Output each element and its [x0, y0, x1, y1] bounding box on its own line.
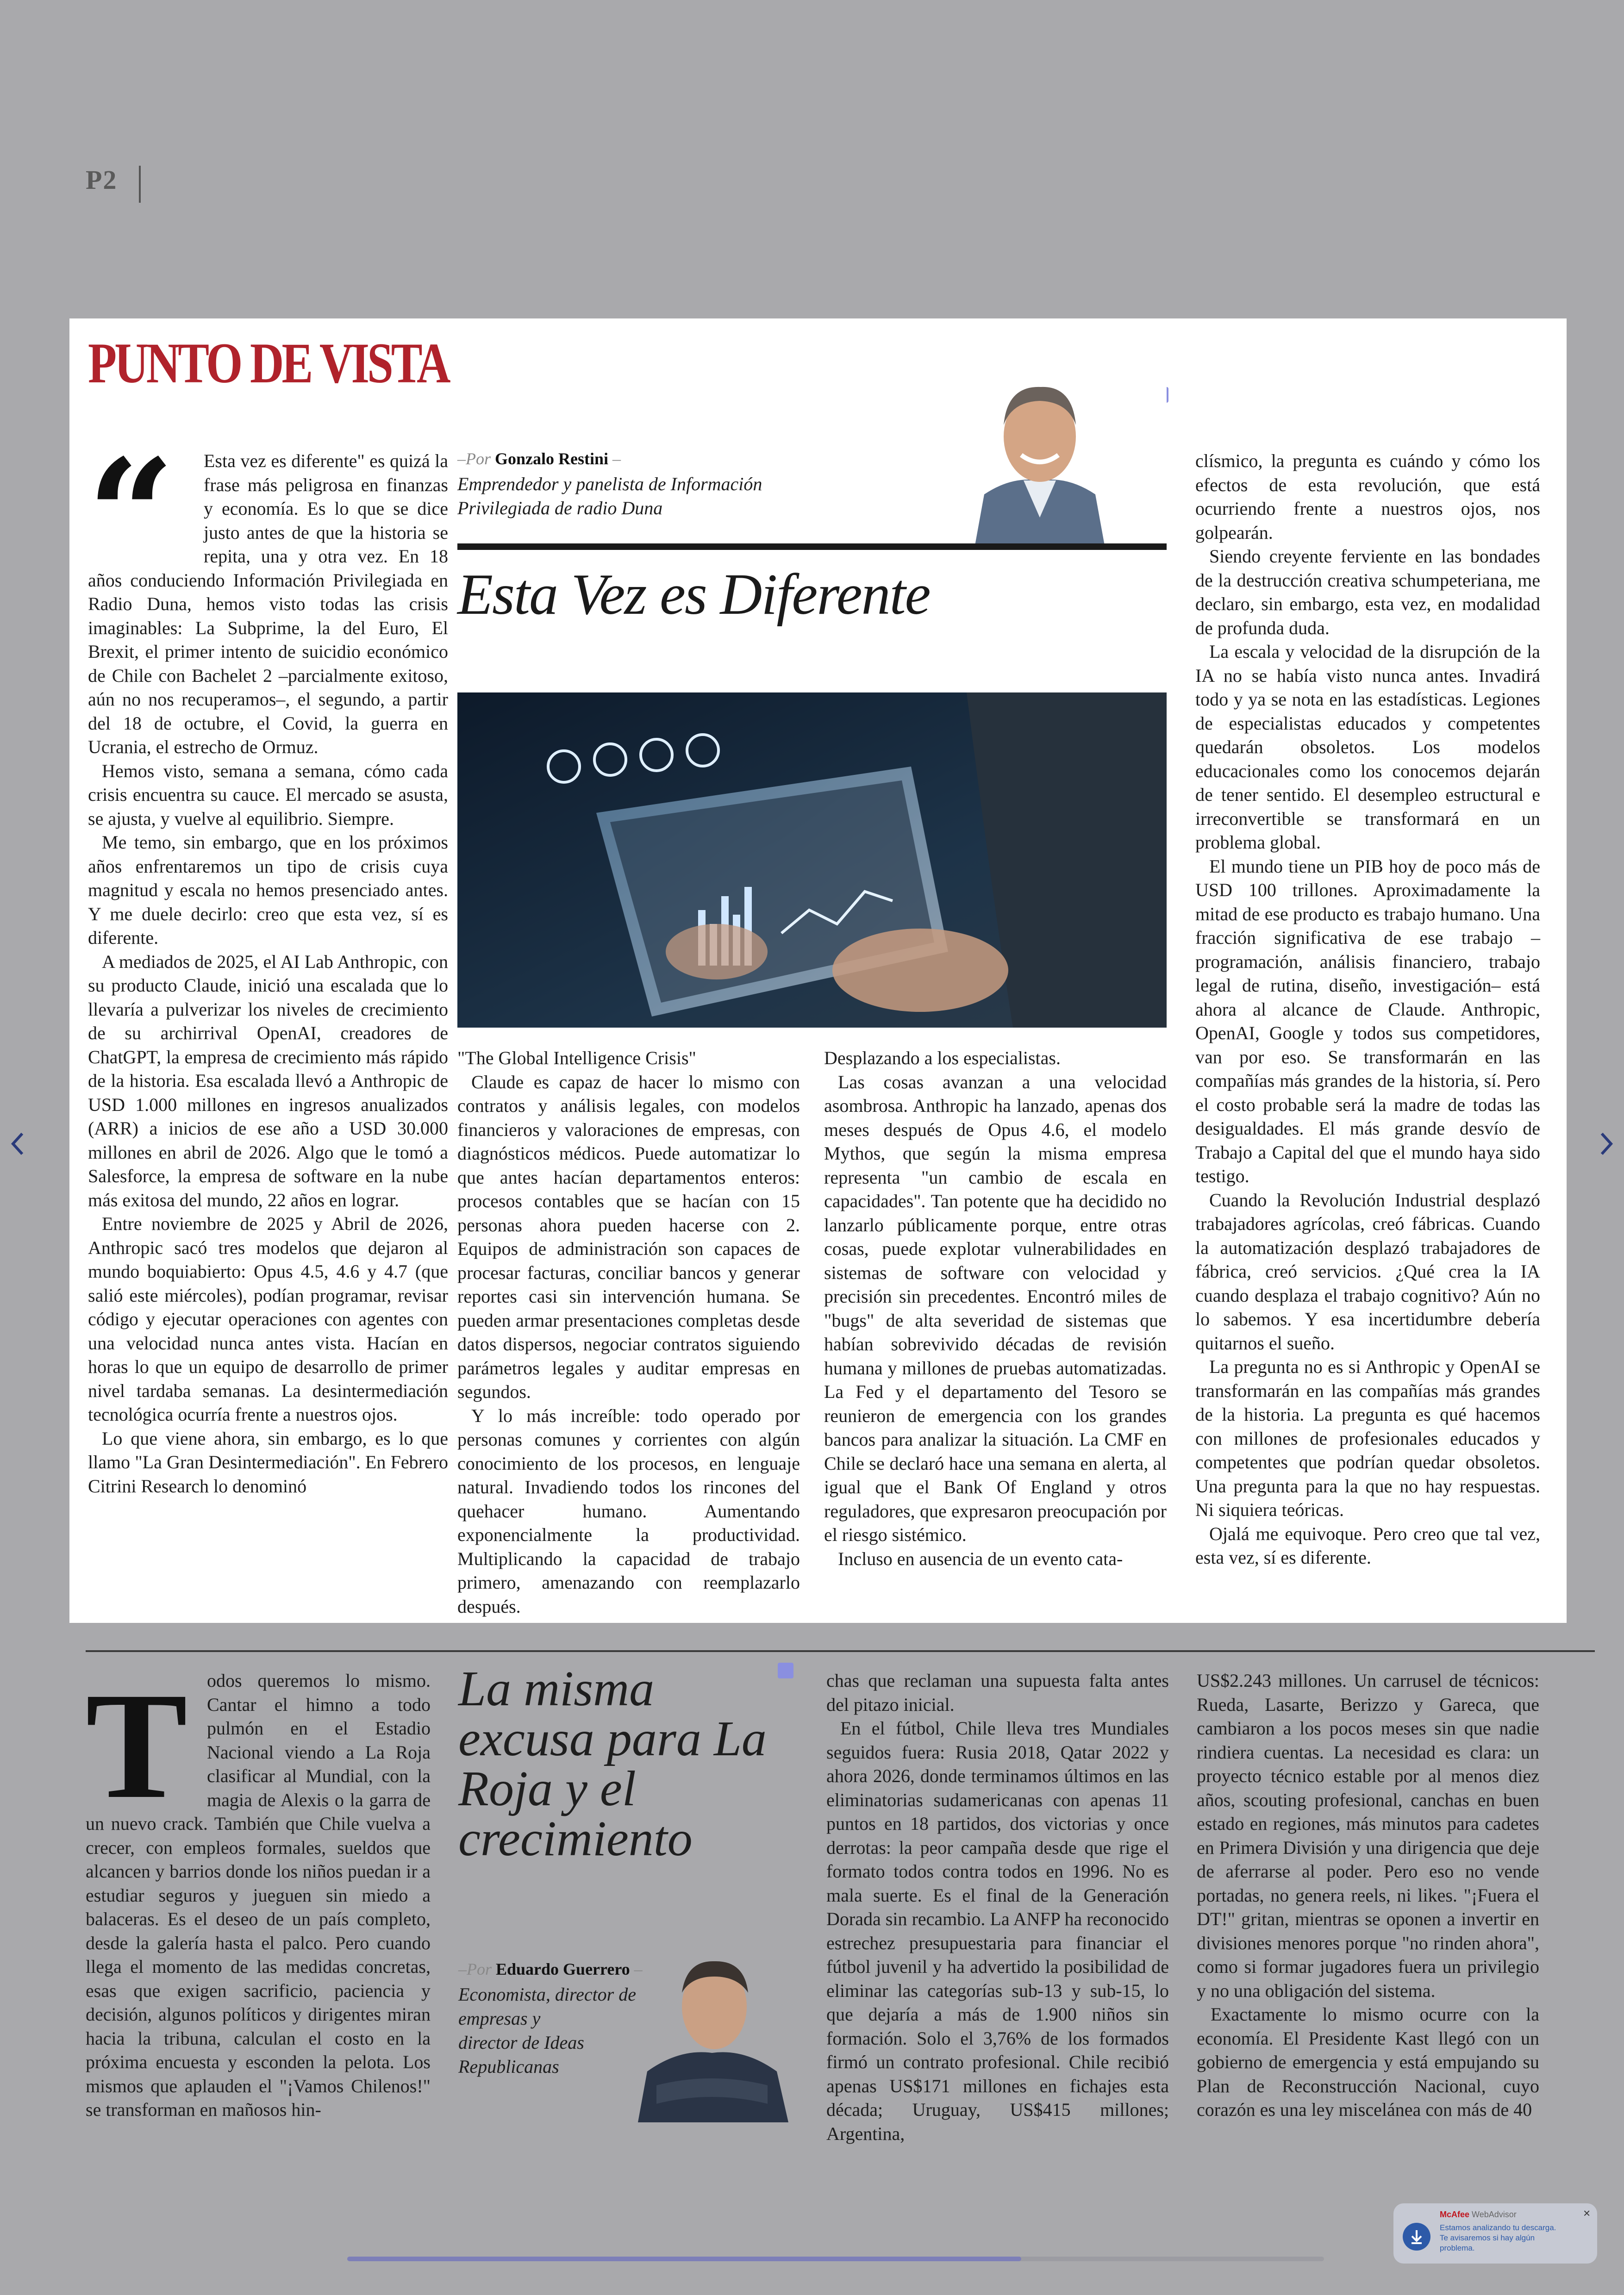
download-icon [1403, 2223, 1430, 2251]
headline-rule [457, 543, 1167, 550]
prev-page-button[interactable] [8, 1129, 27, 1165]
next-page-button[interactable] [1597, 1129, 1616, 1165]
article-column-2: "The Global Intelligence Crisis" Claude es capaz de hacer lo mismo con contratos y análisis legales, con modelos financieros y valoraciones de empresas, con diagnósticos médicos. Puede automatizar lo que antes hacían departamentos enteros: procesos contables que se hacían con 15 personas ahora pueden hacerse con 2. Equipos de administración son capaces de procesar facturas, conciliar bancos y generar reportes casi sin intervención humana. Se pueden armar presentaciones completas desde datos dispersos, negociar contratos siguiendo parámetros legales y auditar empresas en segundos. Y lo más increíble: todo operado por personas comunes y corrientes con algún conocimiento de los procesos, en lenguaje natural. Invadiendo todos los rincones del quehacer humano. Aumentando exponencialmente la productividad. Multiplicando la capacidad de trabajo primero, amenazando con reemplazarlo después. [457, 1048, 800, 1617]
article2-column-1: odos queremos lo mismo. Cantar el himno a todo pulmón en el Estadio Nacional viendo a La Roja clasificar al Mundial, con la magia de Alexis o la garra de un nuevo crack. También que Chile vuelva a crecer, con empleos formales, sueldos que alcancen y barrios donde los niños puedan ir a estudiar seguros y jueguen sin miedo a balaceras. Es el deseo de un país completo, desde la galería hasta el palco. Pero cuando llega el momento de las medidas concretas, esas que exigen sacrificio, paciencia y decisión, algunos políticos y dirigentes miran hacia la tribuna, calculan el costo en la próxima encuesta y esconden la pelota. Los mismos que aplauden el "¡Vamos Chilenos!" se transforman en mañosos hin- [86, 1670, 431, 2120]
article-column-1: Esta vez es diferente" es quizá la frase más peligrosa en finanzas y economía. Es lo que se dice justo antes de que la historia se repita, una y otra vez. En 18 años conduciendo Información Privilegiada en Radio Duna, hemos visto todas las crisis imaginables: La Subprime, la del Euro, El Brexit, el primer intento de suicidio económico de Chile con Bachelet 2 –parcialmente exitoso, aún no nos recuperamos–, el segundo, a partir del 18 de octubre, el Covid, la guerra en Ucrania, el estrecho de Ormuz. Hemos visto, semana a semana, cómo cada crisis encuentra su cauce. El mercado se asusta, se ajusta, y vuelve al equilibrio. Siempre. Me temo, sin embargo, que en los próximos años enfrentaremos un tipo de crisis cuya magnitud y escala no hemos presenciado antes. Y me duele decirlo: creo que esta vez, sí es diferente. A mediados de 2025, el AI Lab Anthropic, con su producto Claude, inició una escalada que lo llevaría a pulverizar los niveles de crecimiento de su archirrival OpenAI, creadores de ChatGPT, la empresa de crecimiento más rápido de la historia. Esa escalada llevó a Anthropic de USD 1.000 millones en ingresos anualizados (ARR) a inicios de ese año a USD 30.000 millones en abril de 2026. Algo que le tomó a Salesforce, la empresa de software en la nube más exitosa del mundo, 22 años en lograr. Entre noviembre de 2025 y Abril de 2026, Anthropic sacó tres modelos que dejaron al mundo boquiabierto: Opus 4.5, 4.6 y 4.7 (que salió este miércoles), podían programar, revisar código y ejecutar operaciones con agentes con una velocidad nunca antes vista. Hacían en horas lo que un equipo de desarrollo de primer nivel tardaba semanas. La desintermediación tecnológica ocurría frente a nuestros ojos. Lo que viene ahora, sin embargo, es lo que llamo "La Gran Desintermediación". En Febrero Citrini Research lo denominó [88, 450, 448, 1497]
article2-byline: –Por Eduardo Guerrero – [458, 1960, 643, 1978]
article-column-3: Desplazando a los especialistas. Las cosas avanzan a una velocidad asombrosa. Anthropic ha lanzado, apenas dos meses después de Opus 4.6, el modelo Mythos, que según la misma empresa representa "un cambio de escala en capacidades". Tan potente que ha decidido no lanzarlo públicamente porque, entre otras cosas, puede explotar vulnerabilidades en sistemas de software con velocidad y precisión sin precedentes. Encontró miles de "bugs" de alta severidad de sistemas que habían sobrevivido décadas de revisión humana y millones de pruebas automatizadas. La Fed y el departamento del Tesoro se reunieron de emergencia con los grandes bancos para analizar la situación. La CMF en Chile se declaró hace una semana en alerta, al igual que el Bank Of England y otros reguladores, que expresaron preocupación por el riesgo sistémico. Incluso en ausencia de un evento cata- [824, 1048, 1167, 1569]
byline: –Por Gonzalo Restini – [457, 449, 621, 468]
article2-author-name: Eduardo Guerrero [496, 1960, 630, 1978]
article-headline: Esta Vez es Diferente [457, 562, 930, 627]
reading-progress-fill [347, 2257, 1021, 2261]
drop-cap: T [86, 1661, 188, 1830]
article-photo [457, 692, 1167, 1028]
toast-brand: McAfee WebAdvisor [1440, 2210, 1517, 2219]
author-name: Gonzalo Restini [495, 449, 609, 468]
article2-column-3: chas que reclaman una supuesta falta antes del pitazo inicial. En el fútbol, Chile lleva tres Mundiales seguidos fuera: Rusia 2018, Qatar 2022 y ahora 2026, donde terminamos últimos en las eliminatorias sudamericanas con apenas 11 puntos en 18 partidos, dos victorias y once derrotas: la peor campaña desde que rige el formato todos contra todos en 1996. No es mala suerte. Es el final de la Generación Dorada sin recambio. La ANFP ha reconocido estrechez presupuestaria para financiar el fútbol juvenil y ha advertido la posibilidad de eliminar las categorías sub-13 y sub-15, lo que dejaría a más de 1.900 niños sin formación. Solo el 3,76% de los formados firmó un contrato profesional. Chile recibió apenas US$171 millones en fichajes esta década; Uruguay, US$415 millones; Argentina, [826, 1670, 1169, 2144]
article-sheet [69, 318, 1567, 1623]
section-title: PUNTO DE VISTA [88, 331, 449, 395]
article-column-4: clísmico, la pregunta es cuándo y cómo los efectos de esta revolución, que está ocurriendo frente a nuestros ojos, nos golpearán. Siendo creyente ferviente en las bondades de la destrucción creativa schumpeteriana, me declaro, sin embargo, esta vez, en modalidad de profunda duda. La escala y velocidad de la disrupción de la IA no se había visto nunca antes. Invadirá todo y ya se nota en las estadísticas. Legiones de especialistas educados y competentes quedarán obsoletos. Los modelos educacionales como los conocemos dejarán de tener sentido. El desempleo estructural e irreconvertible se transformará en un problema global. El mundo tiene un PIB hoy de poco más de USD 100 trillones. Aproximadamente la mitad de ese producto es trabajo humano. Una fracción significativa de ese trabajo –programación, análisis financiero, trabajo legal de rutina, diseño, investigación– está ahora al alcance de Claude. Anthropic, OpenAI, Google y todos sus competidores, van por eso. Se transformarán en las compañías más grandes de la historia, sí. Pero el costo probable será la madre de todas las desigualdades. El más grande desvío de Trabajo a Capital del que el mundo haya sido testigo. Cuando la Revolución Industrial desplazó trabajadores agrícolas, creó fábricas. Cuando la automatización desplazó trabajadores de fábrica, creó servicios. ¿Qué crea la IA cuando desplaza el trabajo cognitivo? Aún no lo sabemos. Y esa incertidumbre debería quitarnos el sueño. La pregunta no es si Anthropic y OpenAI se transformarán en las compañías más grandes de la historia. La pregunta es qué hacemos con millones de profesionales educados y competentes que podrían quedar obsoletos. Una pregunta para la que no hay respuestas. Ni siquiera teóricas. Ojalá me equivoque. Pero creo que tal vez, esta vez, sí es diferente. [1195, 450, 1540, 1568]
author-photo [906, 342, 1167, 545]
section-divider [86, 1650, 1595, 1652]
download-scan-toast [1393, 2203, 1597, 2264]
page-number: P2 [86, 165, 118, 195]
pull-quote-mark: “ [87, 425, 175, 605]
annotation-tag-icon-2[interactable] [778, 1663, 793, 1678]
article2-column-4: US$2.243 millones. Un carrusel de técnicos: Rueda, Lasarte, Berizzo y Gareca, que cambiaron a los pocos meses sin que nadie rindiera cuentas. La necesidad es clara: un proyecto técnico estable por al menos diez años, scouting profesional, canchas en buen estado en regiones, más minutos para cadetes en Primera División y una dirigencia que deje de aferrarse al poder. Pero eso no vende portadas, no genera reels, ni likes. "¡Fuera el DT!" gritan, mientras se oponen a invertir en divisiones menores porque "no rinden ahora", como si formar jugadores fuera un privilegio y no una obligación del sistema. Exactamente lo mismo ocurre con la economía. El Presidente Kast llegó con un gobierno de emergencia y está empujando su Plan de Reconstrucción Nacional, cuyo corazón es una ley miscelánea con más de 40 [1197, 1670, 1539, 2120]
page-number-divider [139, 166, 141, 203]
article2-author-description: Economista, director de empresas y director de Ideas Republicanas [458, 1984, 637, 2077]
article2-headline: La misma excusa para La Roja y el crecimiento [458, 1661, 767, 1866]
toast-close-button[interactable]: × [1583, 2206, 1591, 2220]
article2-author-photo [629, 1933, 795, 2122]
chevron-left-icon [8, 1130, 27, 1158]
chevron-right-icon [1597, 1130, 1616, 1158]
author-description: Emprendedor y panelista de Información Privilegiada de radio Duna [457, 474, 762, 518]
toast-message: Estamos analizando tu descarga. Te avisaremos si hay algún problema. [1440, 2223, 1556, 2252]
